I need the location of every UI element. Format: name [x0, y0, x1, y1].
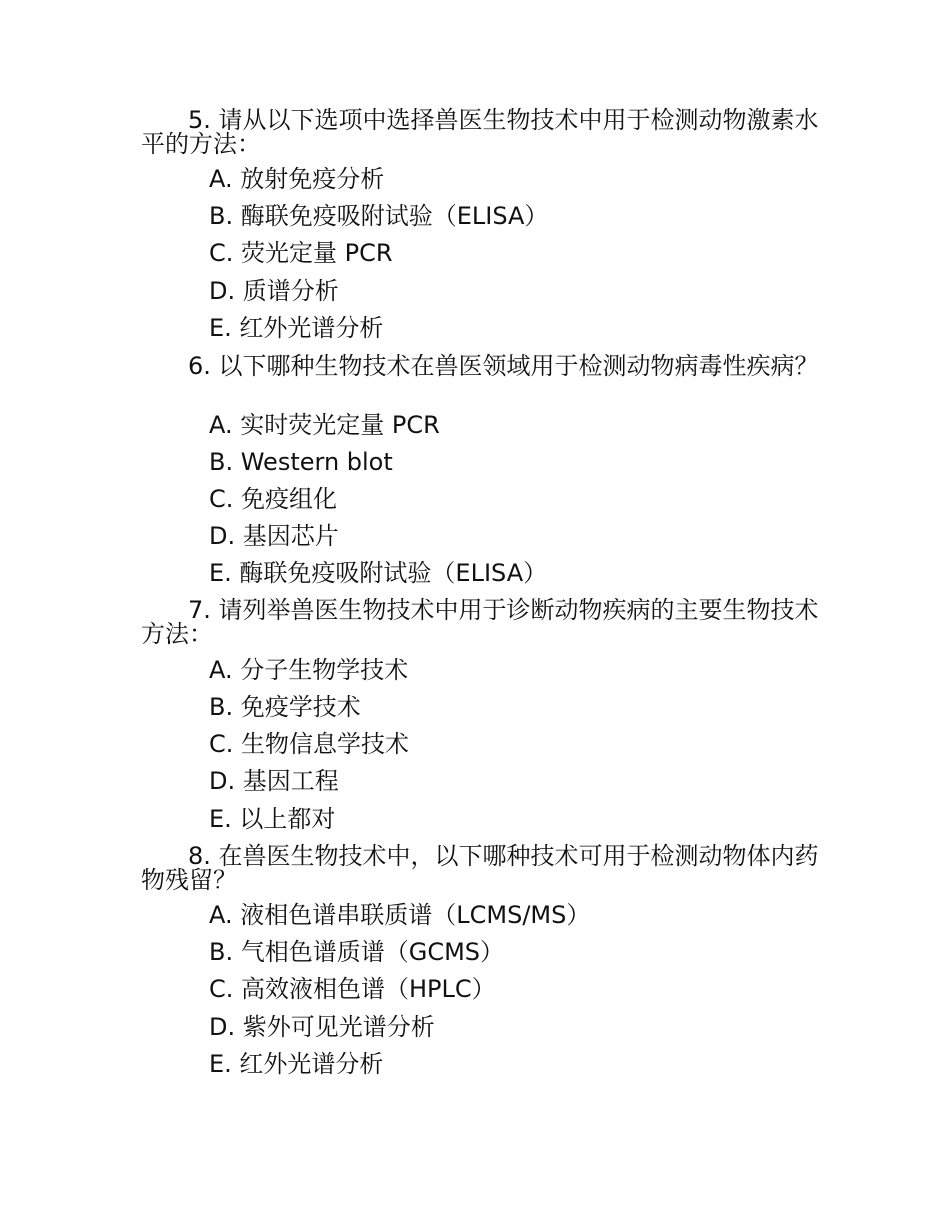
question-6-option-c: C. 免疫组化	[209, 485, 338, 513]
question-6-option-d: D. 基因芯片	[209, 522, 339, 550]
question-8-option-d: D. 紫外可见光谱分析	[209, 1013, 435, 1041]
question-8-option-a: A. 液相色谱串联质谱（LCMS/MS）	[209, 901, 591, 929]
question-8-option-b: B. 气相色谱质谱（GCMS）	[209, 938, 505, 966]
question-5-stem: 5. 请从以下选项中选择兽医生物技术中用于检测动物激素水平的方法：	[141, 106, 819, 158]
question-5-option-d: D. 质谱分析	[209, 277, 339, 305]
question-5-option-a: A. 放射免疫分析	[209, 165, 385, 193]
question-6-option-a: A. 实时荧光定量 PCR	[209, 411, 440, 439]
question-7-option-c: C. 生物信息学技术	[209, 730, 410, 758]
question-8-option-c: C. 高效液相色谱（HPLC）	[209, 975, 496, 1003]
question-8-stem: 8. 在兽医生物技术中，以下哪种技术可用于检测动物体内药物残留？	[141, 842, 819, 894]
question-6-stem: 6. 以下哪种生物技术在兽医领域用于检测动物病毒性疾病？	[188, 352, 819, 380]
question-5-option-e: E. 红外光谱分析	[209, 314, 384, 342]
question-5-option-c: C. 荧光定量 PCR	[209, 239, 393, 267]
question-8-option-e: E. 红外光谱分析	[209, 1050, 384, 1078]
question-7-option-e: E. 以上都对	[209, 805, 336, 833]
question-7-option-b: B. 免疫学技术	[209, 693, 361, 721]
question-6-option-b: B. Western blot	[209, 448, 393, 476]
question-5-option-b: B. 酶联免疫吸附试验（ELISA）	[209, 202, 549, 230]
question-7-option-d: D. 基因工程	[209, 767, 339, 795]
question-7-option-a: A. 分子生物学技术	[209, 656, 409, 684]
question-6-option-e: E. 酶联免疫吸附试验（ELISA）	[209, 559, 548, 587]
question-7-stem: 7. 请列举兽医生物技术中用于诊断动物疾病的主要生物技术方法：	[141, 596, 819, 648]
